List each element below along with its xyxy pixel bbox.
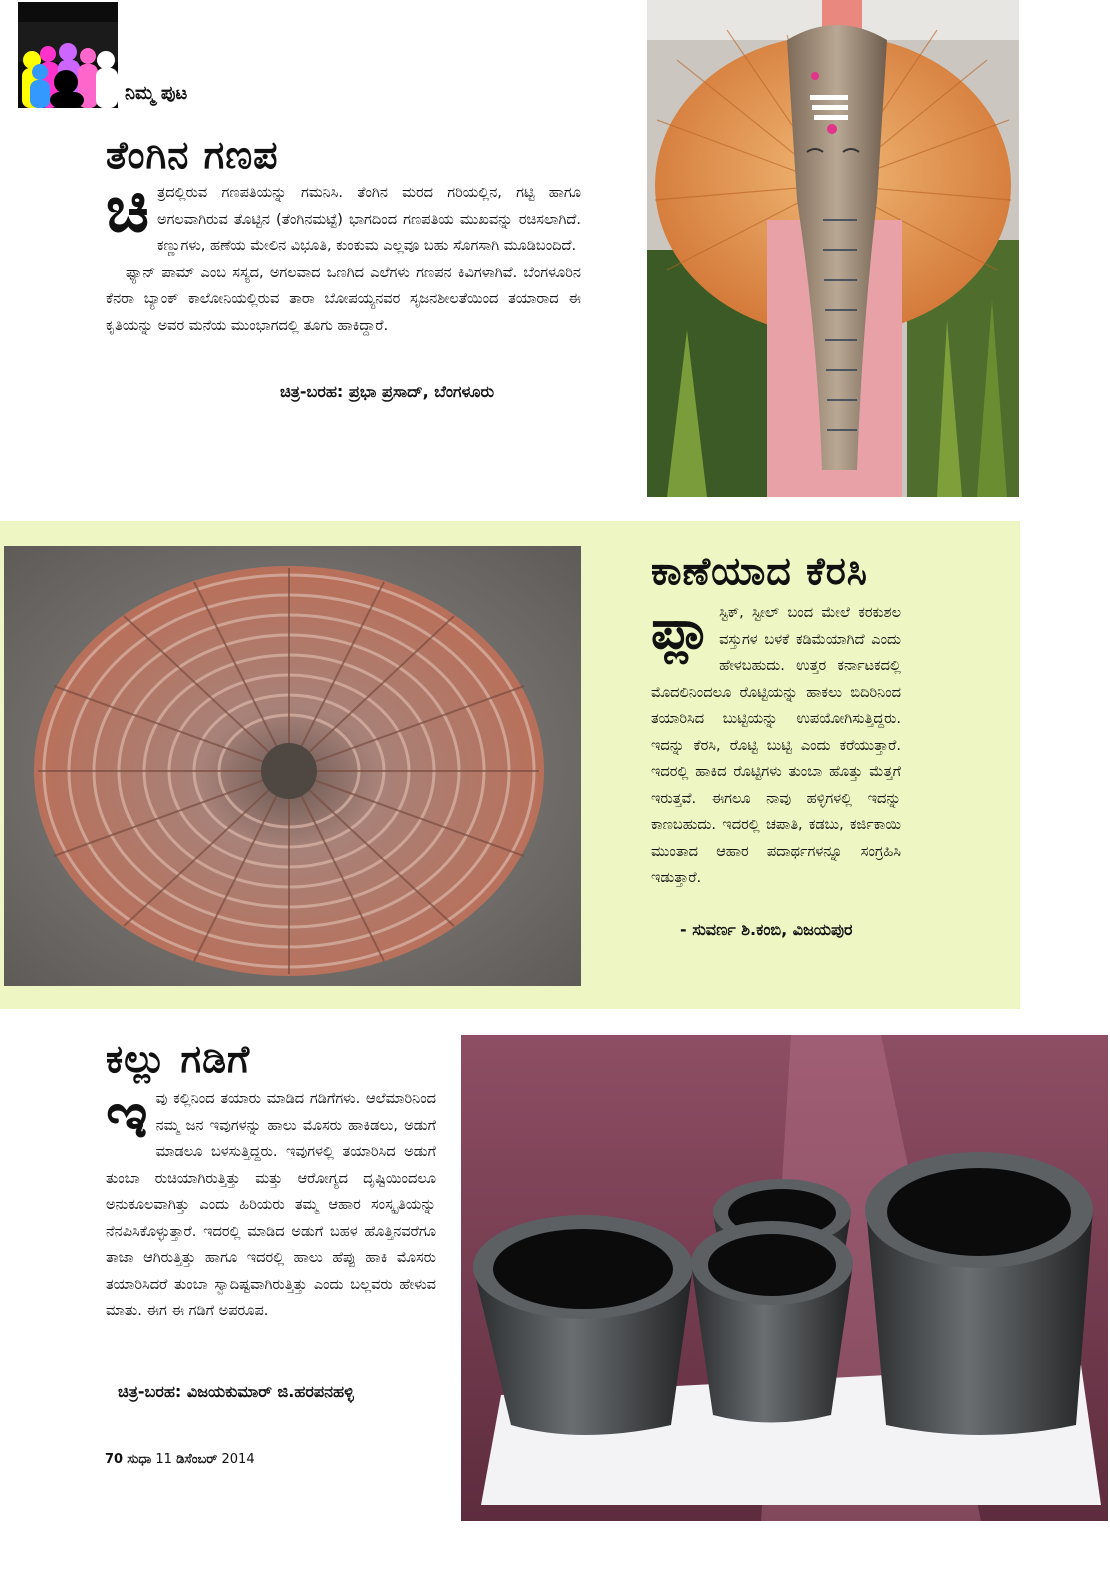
article1-body xyxy=(106,173,581,339)
article2-text: ಸ್ಟಿಕ್, ಸ್ಟೀಲ್ ಬಂದ ಮೇಲೆ ಕರಕುಶಲ ವಸ್ತುಗಳ ಬಳಕೆ ಕಡಿಮೆಯಾಗಿದೆ ಎಂದು ಹೇಳಬಹುದು. ಉತ್ತರ ಕರ್ನಾಟಕದಲ್ಲಿ ಮೊದಲಿನಿಂದಲೂ ರೊಟ್ಟಿಯನ್ನು ಹಾಕಲು ಬಿದಿರಿನಿಂದ ತಯಾರಿಸಿದ ಬುಟ್ಟಿಯನ್ನು ಉಪಯೋಗಿಸುತ್ತಿದ್ದರು. ಇದನ್ನು ಕೆರಸಿ, ರೊಟ್ಟಿ ಬುಟ್ಟಿ ಎಂದು ಕರೆಯುತ್ತಾರೆ. ಇದರಲ್ಲಿ ಹಾಕಿದ ರೊಟ್ಟಿಗಳು ತುಂಬಾ ಹೊತ್ತು ಮೆತ್ತಗೆ ಇರುತ್ತವೆ. ಈಗಲೂ ನಾವು ಹಳ್ಳಿಗಳಲ್ಲಿ ಇದನ್ನು ಕಾಣಬಹುದು. ಇದರಲ್ಲಿ ಚಪಾತಿ, ಕಡಬು, ಕರ್ಜಿಕಾಯಿ ಮುಂತಾದ ಆಹಾರ ಪದಾರ್ಥಗಳನ್ನೂ ಸಂಗ್ರಹಿಸಿ ಇಡುತ್ತಾರೆ. xyxy=(651,605,901,886)
article1-title: ತೆಂಗಿನ ಗಣಪ xyxy=(106,133,279,177)
section-name: ನಿಮ್ಮ ಪುಟ xyxy=(125,83,188,104)
article3-title: ಕಲ್ಲು ಗಡಿಗೆ xyxy=(106,1037,251,1081)
page-number: 70 xyxy=(105,1452,124,1467)
issue-month: ಡಿಸೆಂಬರ್ xyxy=(176,1452,218,1467)
magazine-name: ಸುಧಾ xyxy=(127,1452,152,1467)
article1-dropcap: ಚಿ xyxy=(106,173,150,247)
section-logo xyxy=(18,2,118,108)
article2-dropcap: ಪ್ಲಾ xyxy=(651,598,712,661)
article1-para2: ಫ್ಯಾನ್ ಪಾಮ್ ಎಂಬ ಸಸ್ಯದ, ಅಗಲವಾದ ಒಣಗಿದ ಎಲೆಗಳು ಗಣಪನ ಕಿವಿಗಳಾಗಿವೆ. ಬೆಂಗಳೂರಿನ ಕೆನರಾ ಬ್ಯಾಂಕ್ ಕಾಲೋನಿಯಲ್ಲಿರುವ ತಾರಾ ಬೋಪಯ್ಯನವರ ಸೃಜನಶೀಲತೆಯಿಂದ ತಯಾರಾದ ಈ ಕೃತಿಯನ್ನು ಅವರ ಮನೆಯ ಮುಂಭಾಗದಲ್ಲಿ ತೂಗು ಹಾಕಿದ್ದಾರೆ. xyxy=(106,264,581,334)
stone-pots-photo xyxy=(461,1035,1108,1521)
article2-credit: - ಸುವರ್ಣ ಶಿ.ಕಂಬಿ, ವಿಜಯಪುರ xyxy=(680,920,853,939)
article1-credit: ಚಿತ್ರ-ಬರಹ: ಪ್ರಭಾ ಪ್ರಸಾದ್, ಬೆಂಗಳೂರು xyxy=(280,382,495,401)
coconut-ganesha-photo xyxy=(647,0,1019,497)
bamboo-basket-photo xyxy=(4,546,581,986)
issue-day: 11 xyxy=(155,1452,172,1467)
article3-body xyxy=(106,1079,436,1325)
article1-para1: ತ್ರದಲ್ಲಿರುವ ಗಣಪತಿಯನ್ನು ಗಮನಿಸಿ. ತೆಂಗಿನ ಮರದ ಗರಿಯಲ್ಲಿನ, ಗಟ್ಟಿ ಹಾಗೂ ಅಗಲವಾಗಿರುವ ತೊಟ್ಟಿನ (ತೆಂಗಿನಮಟ್ಟೆ) ಭಾಗದಿಂದ ಗಣಪತಿಯ ಮುಖವನ್ನು ರಚಿಸಲಾಗಿದೆ. ಕಣ್ಣುಗಳು, ಹಣೆಯ ಮೇಲಿನ ವಿಭೂತಿ, ಕುಂಕುಮ ಎಲ್ಲವೂ ಬಹು ಸೊಗಸಾಗಿ ಮೂಡಿಬಂದಿದೆ. xyxy=(157,185,581,254)
issue-year: 2014 xyxy=(221,1452,255,1467)
page-folio xyxy=(105,1452,255,1467)
article3-text: ವು ಕಲ್ಲಿನಿಂದ ತಯಾರು ಮಾಡಿದ ಗಡಿಗೆಗಳು. ಆಲೆಮಾರಿನಿಂದ ನಮ್ಮ ಜನ ಇವುಗಳನ್ನು ಹಾಲು ಮೊಸರು ಹಾಕಿಡಲು, ಅಡುಗೆ ಮಾಡಲೂ ಬಳಸುತ್ತಿದ್ದರು. ಇವುಗಳಲ್ಲಿ ತಯಾರಿಸಿದ ಅಡುಗೆ ತುಂಬಾ ರುಚಿಯಾಗಿರುತ್ತಿತ್ತು ಮತ್ತು ಆರೋಗ್ಯದ ದೃಷ್ಟಿಯಿಂದಲೂ ಅನುಕೂಲವಾಗಿತ್ತು ಎಂದು ಹಿರಿಯರು ತಮ್ಮ ಆಹಾರ ಸಂಸ್ಕೃತಿಯನ್ನು ನೆನಪಿಸಿಕೊಳ್ಳುತ್ತಾರೆ. ಇದರಲ್ಲಿ ಮಾಡಿದ ಅಡುಗೆ ಬಹಳ ಹೊತ್ತಿನವರೆಗೂ ತಾಜಾ ಆಗಿರುತ್ತಿತ್ತು ಹಾಗೂ ಇದರಲ್ಲಿ ಹಾಲು ಹೆಪ್ಪು ಹಾಕಿ ಮೊಸರು ತಯಾರಿಸಿದರೆ ತುಂಬಾ ಸ್ವಾದಿಷ್ಟವಾಗಿರುತ್ತಿತ್ತು ಎಂದು ಬಲ್ಲವರು ಹೇಳುವ ಮಾತು. ಈಗ ಈ ಗಡಿಗೆ ಅಪರೂಪ. xyxy=(106,1091,436,1319)
article3-dropcap: ಇ xyxy=(106,1079,148,1153)
article2-body xyxy=(651,600,901,892)
article3-credit: ಚಿತ್ರ-ಬರಹ: ವಿಜಯಕುಮಾರ್ ಜಿ.ಹರಪನಹಳ್ಳಿ xyxy=(118,1382,354,1401)
people-silhouettes-icon xyxy=(18,2,118,108)
article2-title: ಕಾಣೆಯಾದ ಕೆರಸಿ xyxy=(651,549,868,593)
